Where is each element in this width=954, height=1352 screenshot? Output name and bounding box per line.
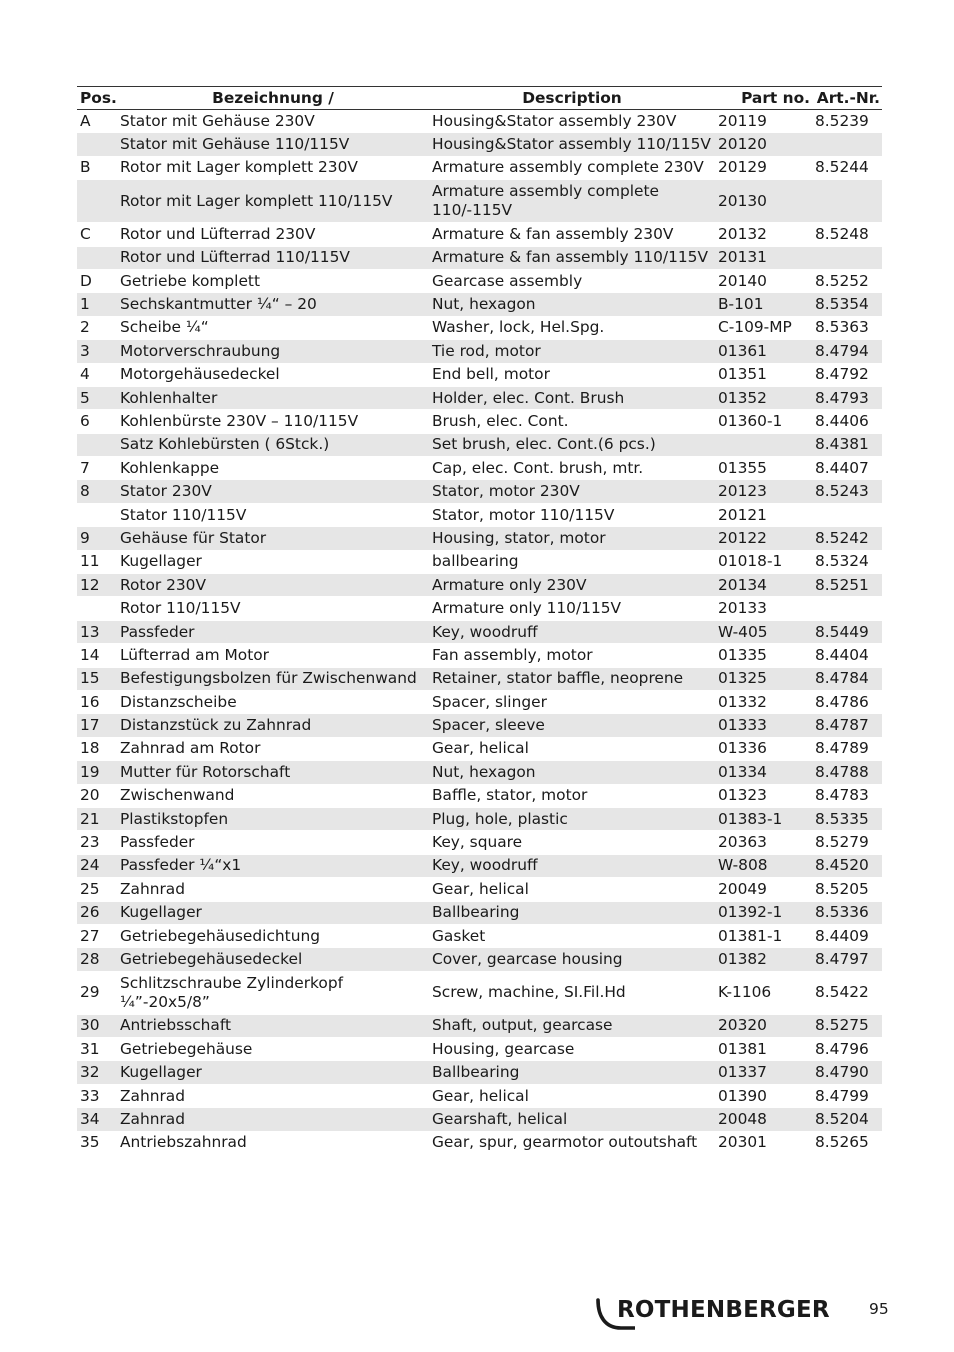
table-row bbox=[77, 503, 882, 526]
cell-pos: 18 bbox=[77, 737, 117, 760]
cell-art-nr: 8.5324 bbox=[812, 550, 882, 573]
table-row bbox=[77, 597, 882, 620]
cell-description: Housing, stator, motor bbox=[429, 527, 715, 550]
table-row bbox=[77, 316, 882, 339]
cell-pos bbox=[77, 597, 117, 620]
cell-part-no: 01334 bbox=[715, 761, 812, 784]
cell-bezeichnung: Stator 110/115V bbox=[117, 503, 429, 526]
cell-bezeichnung: Kohlenkappe bbox=[117, 457, 429, 480]
table-row bbox=[77, 761, 882, 784]
cell-bezeichnung: Passfeder bbox=[117, 831, 429, 854]
cell-art-nr: 8.4406 bbox=[812, 410, 882, 433]
cell-pos: C bbox=[77, 223, 117, 246]
cell-part-no: 20120 bbox=[715, 133, 812, 156]
cell-pos bbox=[77, 433, 117, 456]
cell-art-nr: 8.4404 bbox=[812, 644, 882, 667]
cell-description: ballbearing bbox=[429, 550, 715, 573]
cell-part-no: 01336 bbox=[715, 737, 812, 760]
cell-bezeichnung: Kohlenbürste 230V – 110/115V bbox=[117, 410, 429, 433]
cell-part-no: 01325 bbox=[715, 667, 812, 690]
cell-bezeichnung: Antriebsschaft bbox=[117, 1014, 429, 1037]
cell-bezeichnung: Rotor 230V bbox=[117, 574, 429, 597]
cell-description: Screw, machine, SI.Fil.Hd bbox=[429, 971, 715, 1014]
cell-description: Gear, spur, gearmotor outoutshaft bbox=[429, 1131, 715, 1154]
table-body bbox=[77, 110, 882, 1155]
header-art-nr: Art.-Nr. bbox=[812, 87, 882, 110]
cell-art-nr: 8.4407 bbox=[812, 457, 882, 480]
cell-pos: 35 bbox=[77, 1131, 117, 1154]
table-row bbox=[77, 948, 882, 971]
cell-part-no: 20122 bbox=[715, 527, 812, 550]
cell-description: Plug, hole, plastic bbox=[429, 807, 715, 830]
header-bezeichnung: Bezeichnung / bbox=[117, 87, 429, 110]
cell-part-no: 01361 bbox=[715, 340, 812, 363]
cell-pos: 23 bbox=[77, 831, 117, 854]
cell-description: End bell, motor bbox=[429, 363, 715, 386]
table-row bbox=[77, 386, 882, 409]
cell-pos: 16 bbox=[77, 690, 117, 713]
cell-art-nr: 8.4409 bbox=[812, 924, 882, 947]
table-row bbox=[77, 831, 882, 854]
cell-description: Ballbearing bbox=[429, 901, 715, 924]
cell-pos bbox=[77, 133, 117, 156]
table-row bbox=[77, 156, 882, 179]
cell-pos bbox=[77, 246, 117, 269]
cell-part-no: 20301 bbox=[715, 1131, 812, 1154]
cell-art-nr: 8.4786 bbox=[812, 690, 882, 713]
cell-description: Washer, lock, Hel.Spg. bbox=[429, 316, 715, 339]
cell-part-no: 01382 bbox=[715, 948, 812, 971]
cell-art-nr: 8.5335 bbox=[812, 807, 882, 830]
cell-bezeichnung: Lüfterrad am Motor bbox=[117, 644, 429, 667]
cell-pos: 4 bbox=[77, 363, 117, 386]
cell-bezeichnung: Rotor mit Lager komplett 110/115V bbox=[117, 180, 429, 223]
cell-bezeichnung: Gehäuse für Stator bbox=[117, 527, 429, 550]
cell-art-nr: 8.5275 bbox=[812, 1014, 882, 1037]
cell-art-nr: 8.4793 bbox=[812, 386, 882, 409]
cell-bezeichnung: Passfeder ¼“x1 bbox=[117, 854, 429, 877]
cell-bezeichnung: Kugellager bbox=[117, 901, 429, 924]
cell-bezeichnung: Zahnrad bbox=[117, 1108, 429, 1131]
cell-bezeichnung: Kugellager bbox=[117, 1061, 429, 1084]
parts-list-table bbox=[77, 86, 882, 1155]
cell-description: Housing&Stator assembly 110/115V bbox=[429, 133, 715, 156]
cell-description: Gear, helical bbox=[429, 737, 715, 760]
cell-pos: 9 bbox=[77, 527, 117, 550]
cell-art-nr: 8.5244 bbox=[812, 156, 882, 179]
cell-bezeichnung: Getriebe komplett bbox=[117, 269, 429, 292]
cell-pos: 5 bbox=[77, 386, 117, 409]
cell-art-nr: 8.4799 bbox=[812, 1084, 882, 1107]
cell-pos: 21 bbox=[77, 807, 117, 830]
rothenberger-logo bbox=[595, 1296, 835, 1332]
cell-art-nr: 8.4788 bbox=[812, 761, 882, 784]
cell-art-nr: 8.4789 bbox=[812, 737, 882, 760]
cell-bezeichnung: Rotor mit Lager komplett 230V bbox=[117, 156, 429, 179]
header-part-no: Part no. bbox=[715, 87, 812, 110]
table-row bbox=[77, 1061, 882, 1084]
cell-description: Cover, gearcase housing bbox=[429, 948, 715, 971]
cell-part-no: 20129 bbox=[715, 156, 812, 179]
cell-pos: 12 bbox=[77, 574, 117, 597]
table-row bbox=[77, 901, 882, 924]
cell-pos: 7 bbox=[77, 457, 117, 480]
cell-art-nr: 8.5204 bbox=[812, 1108, 882, 1131]
cell-bezeichnung: Getriebegehäuse bbox=[117, 1038, 429, 1061]
table-row bbox=[77, 527, 882, 550]
cell-art-nr: 8.4790 bbox=[812, 1061, 882, 1084]
cell-part-no: 01332 bbox=[715, 690, 812, 713]
table-row bbox=[77, 1108, 882, 1131]
cell-bezeichnung: Plastikstopfen bbox=[117, 807, 429, 830]
cell-description: Ballbearing bbox=[429, 1061, 715, 1084]
cell-description: Holder, elec. Cont. Brush bbox=[429, 386, 715, 409]
cell-pos: 32 bbox=[77, 1061, 117, 1084]
table-row bbox=[77, 363, 882, 386]
cell-bezeichnung: Distanzscheibe bbox=[117, 690, 429, 713]
cell-part-no: 01351 bbox=[715, 363, 812, 386]
cell-description: Armature & fan assembly 110/115V bbox=[429, 246, 715, 269]
cell-art-nr: 8.5242 bbox=[812, 527, 882, 550]
cell-part-no: B-101 bbox=[715, 293, 812, 316]
cell-art-nr: 8.5354 bbox=[812, 293, 882, 316]
cell-pos bbox=[77, 180, 117, 223]
table-row bbox=[77, 340, 882, 363]
cell-art-nr bbox=[812, 246, 882, 269]
cell-art-nr: 8.4381 bbox=[812, 433, 882, 456]
cell-art-nr bbox=[812, 503, 882, 526]
cell-description: Housing, gearcase bbox=[429, 1038, 715, 1061]
cell-bezeichnung: Befestigungsbolzen für Zwischenwand bbox=[117, 667, 429, 690]
cell-description: Spacer, sleeve bbox=[429, 714, 715, 737]
cell-art-nr: 8.5422 bbox=[812, 971, 882, 1014]
cell-description: Armature assembly complete 110/-115V bbox=[429, 180, 715, 223]
cell-art-nr: 8.5251 bbox=[812, 574, 882, 597]
cell-bezeichnung: Kohlenhalter bbox=[117, 386, 429, 409]
cell-pos: 15 bbox=[77, 667, 117, 690]
table-row bbox=[77, 667, 882, 690]
header-description: Description bbox=[429, 87, 715, 110]
cell-pos: 34 bbox=[77, 1108, 117, 1131]
cell-part-no: 20132 bbox=[715, 223, 812, 246]
cell-part-no: 01335 bbox=[715, 644, 812, 667]
table-row bbox=[77, 971, 882, 1014]
cell-pos: 19 bbox=[77, 761, 117, 784]
table-row bbox=[77, 110, 882, 133]
cell-part-no: 20320 bbox=[715, 1014, 812, 1037]
cell-bezeichnung: Scheibe ¼“ bbox=[117, 316, 429, 339]
cell-art-nr: 8.4784 bbox=[812, 667, 882, 690]
cell-description: Spacer, slinger bbox=[429, 690, 715, 713]
cell-description: Tie rod, motor bbox=[429, 340, 715, 363]
table-row bbox=[77, 410, 882, 433]
cell-pos: 29 bbox=[77, 971, 117, 1014]
table-row bbox=[77, 924, 882, 947]
table-row bbox=[77, 807, 882, 830]
cell-part-no: 01383-1 bbox=[715, 807, 812, 830]
cell-part-no: 20121 bbox=[715, 503, 812, 526]
cell-part-no: 01337 bbox=[715, 1061, 812, 1084]
cell-art-nr: 8.4792 bbox=[812, 363, 882, 386]
cell-bezeichnung: Schlitzschraube Zylinderkopf ¼”-20x5/8” bbox=[117, 971, 429, 1014]
table-row bbox=[77, 1038, 882, 1061]
cell-bezeichnung: Passfeder bbox=[117, 620, 429, 643]
table-row bbox=[77, 644, 882, 667]
cell-pos: 26 bbox=[77, 901, 117, 924]
cell-bezeichnung: Distanzstück zu Zahnrad bbox=[117, 714, 429, 737]
cell-bezeichnung: Motorgehäusedeckel bbox=[117, 363, 429, 386]
cell-part-no: 01381-1 bbox=[715, 924, 812, 947]
cell-art-nr bbox=[812, 597, 882, 620]
cell-bezeichnung: Antriebszahnrad bbox=[117, 1131, 429, 1154]
cell-description: Nut, hexagon bbox=[429, 293, 715, 316]
cell-art-nr: 8.4783 bbox=[812, 784, 882, 807]
cell-art-nr: 8.4794 bbox=[812, 340, 882, 363]
cell-pos: 11 bbox=[77, 550, 117, 573]
cell-description: Armature & fan assembly 230V bbox=[429, 223, 715, 246]
logo-text: ROTHENBERGER bbox=[617, 1297, 830, 1323]
table-row bbox=[77, 550, 882, 573]
table-row bbox=[77, 878, 882, 901]
table-row bbox=[77, 293, 882, 316]
cell-pos: 27 bbox=[77, 924, 117, 947]
cell-pos: 1 bbox=[77, 293, 117, 316]
cell-art-nr: 8.5449 bbox=[812, 620, 882, 643]
cell-art-nr bbox=[812, 180, 882, 223]
cell-pos: 25 bbox=[77, 878, 117, 901]
cell-bezeichnung: Zwischenwand bbox=[117, 784, 429, 807]
table-row bbox=[77, 1014, 882, 1037]
cell-bezeichnung: Zahnrad bbox=[117, 878, 429, 901]
cell-bezeichnung: Kugellager bbox=[117, 550, 429, 573]
cell-bezeichnung: Stator 230V bbox=[117, 480, 429, 503]
cell-part-no bbox=[715, 433, 812, 456]
cell-description: Cap, elec. Cont. brush, mtr. bbox=[429, 457, 715, 480]
cell-part-no: 01018-1 bbox=[715, 550, 812, 573]
table-row bbox=[77, 1084, 882, 1107]
cell-description: Armature assembly complete 230V bbox=[429, 156, 715, 179]
cell-description: Housing&Stator assembly 230V bbox=[429, 110, 715, 133]
cell-bezeichnung: Stator mit Gehäuse 230V bbox=[117, 110, 429, 133]
cell-part-no: 20133 bbox=[715, 597, 812, 620]
cell-part-no: 20134 bbox=[715, 574, 812, 597]
cell-bezeichnung: Getriebegehäusedeckel bbox=[117, 948, 429, 971]
cell-pos: 2 bbox=[77, 316, 117, 339]
cell-art-nr: 8.4797 bbox=[812, 948, 882, 971]
cell-pos: D bbox=[77, 269, 117, 292]
table-header-row bbox=[77, 87, 882, 110]
cell-art-nr: 8.5279 bbox=[812, 831, 882, 854]
cell-part-no: 20048 bbox=[715, 1108, 812, 1131]
cell-description: Baffle, stator, motor bbox=[429, 784, 715, 807]
cell-art-nr: 8.5336 bbox=[812, 901, 882, 924]
cell-part-no: 20140 bbox=[715, 269, 812, 292]
cell-art-nr: 8.5252 bbox=[812, 269, 882, 292]
cell-art-nr: 8.4520 bbox=[812, 854, 882, 877]
cell-description: Gear, helical bbox=[429, 1084, 715, 1107]
cell-description: Brush, elec. Cont. bbox=[429, 410, 715, 433]
cell-art-nr: 8.5248 bbox=[812, 223, 882, 246]
table-row bbox=[77, 133, 882, 156]
cell-pos: 14 bbox=[77, 644, 117, 667]
cell-pos: 30 bbox=[77, 1014, 117, 1037]
cell-pos: 33 bbox=[77, 1084, 117, 1107]
cell-art-nr: 8.5363 bbox=[812, 316, 882, 339]
table-row bbox=[77, 737, 882, 760]
cell-description: Stator, motor 110/115V bbox=[429, 503, 715, 526]
cell-part-no: W-808 bbox=[715, 854, 812, 877]
table-row bbox=[77, 690, 882, 713]
cell-part-no: 01392-1 bbox=[715, 901, 812, 924]
cell-description: Retainer, stator baffle, neoprene bbox=[429, 667, 715, 690]
cell-description: Key, woodruff bbox=[429, 854, 715, 877]
cell-bezeichnung: Zahnrad bbox=[117, 1084, 429, 1107]
table-row bbox=[77, 1131, 882, 1154]
cell-art-nr bbox=[812, 133, 882, 156]
cell-bezeichnung: Stator mit Gehäuse 110/115V bbox=[117, 133, 429, 156]
cell-part-no: 20363 bbox=[715, 831, 812, 854]
table-row bbox=[77, 784, 882, 807]
cell-pos: 24 bbox=[77, 854, 117, 877]
table-row bbox=[77, 854, 882, 877]
cell-part-no: 01333 bbox=[715, 714, 812, 737]
cell-pos: 28 bbox=[77, 948, 117, 971]
cell-description: Key, woodruff bbox=[429, 620, 715, 643]
page-number: 95 bbox=[869, 1300, 889, 1318]
cell-part-no: 20119 bbox=[715, 110, 812, 133]
cell-pos: A bbox=[77, 110, 117, 133]
cell-description: Nut, hexagon bbox=[429, 761, 715, 784]
cell-description: Gearshaft, helical bbox=[429, 1108, 715, 1131]
table-row bbox=[77, 620, 882, 643]
cell-description: Armature only 230V bbox=[429, 574, 715, 597]
cell-part-no: 20131 bbox=[715, 246, 812, 269]
cell-part-no: C-109-MP bbox=[715, 316, 812, 339]
cell-art-nr: 8.5243 bbox=[812, 480, 882, 503]
cell-bezeichnung: Motorverschraubung bbox=[117, 340, 429, 363]
cell-pos bbox=[77, 503, 117, 526]
cell-art-nr: 8.4796 bbox=[812, 1038, 882, 1061]
cell-part-no: 01390 bbox=[715, 1084, 812, 1107]
cell-part-no: 01360-1 bbox=[715, 410, 812, 433]
table-row bbox=[77, 223, 882, 246]
cell-part-no: 01381 bbox=[715, 1038, 812, 1061]
cell-pos: 17 bbox=[77, 714, 117, 737]
cell-art-nr: 8.5265 bbox=[812, 1131, 882, 1154]
cell-description: Gasket bbox=[429, 924, 715, 947]
cell-description: Key, square bbox=[429, 831, 715, 854]
cell-pos: 31 bbox=[77, 1038, 117, 1061]
cell-part-no: 01323 bbox=[715, 784, 812, 807]
cell-art-nr: 8.4787 bbox=[812, 714, 882, 737]
cell-bezeichnung: Rotor und Lüfterrad 110/115V bbox=[117, 246, 429, 269]
cell-pos: 3 bbox=[77, 340, 117, 363]
header-pos: Pos. bbox=[77, 87, 117, 110]
cell-bezeichnung: Getriebegehäusedichtung bbox=[117, 924, 429, 947]
cell-description: Fan assembly, motor bbox=[429, 644, 715, 667]
cell-part-no: 01355 bbox=[715, 457, 812, 480]
cell-pos: 20 bbox=[77, 784, 117, 807]
cell-bezeichnung: Zahnrad am Rotor bbox=[117, 737, 429, 760]
table-row bbox=[77, 480, 882, 503]
cell-part-no: 20049 bbox=[715, 878, 812, 901]
table-row bbox=[77, 714, 882, 737]
cell-part-no: 01352 bbox=[715, 386, 812, 409]
cell-part-no: W-405 bbox=[715, 620, 812, 643]
table-row bbox=[77, 180, 882, 223]
cell-description: Armature only 110/115V bbox=[429, 597, 715, 620]
cell-bezeichnung: Satz Kohlebürsten ( 6Stck.) bbox=[117, 433, 429, 456]
cell-pos: 6 bbox=[77, 410, 117, 433]
table-row bbox=[77, 269, 882, 292]
cell-description: Gearcase assembly bbox=[429, 269, 715, 292]
table-row bbox=[77, 574, 882, 597]
cell-bezeichnung: Sechskantmutter ¼“ – 20 bbox=[117, 293, 429, 316]
cell-part-no: K-1106 bbox=[715, 971, 812, 1014]
table-row bbox=[77, 433, 882, 456]
cell-pos: 8 bbox=[77, 480, 117, 503]
cell-bezeichnung: Mutter für Rotorschaft bbox=[117, 761, 429, 784]
cell-description: Shaft, output, gearcase bbox=[429, 1014, 715, 1037]
cell-art-nr: 8.5239 bbox=[812, 110, 882, 133]
cell-art-nr: 8.5205 bbox=[812, 878, 882, 901]
table-row bbox=[77, 246, 882, 269]
table-row bbox=[77, 457, 882, 480]
cell-bezeichnung: Rotor 110/115V bbox=[117, 597, 429, 620]
cell-part-no: 20130 bbox=[715, 180, 812, 223]
cell-bezeichnung: Rotor und Lüfterrad 230V bbox=[117, 223, 429, 246]
cell-description: Set brush, elec. Cont.(6 pcs.) bbox=[429, 433, 715, 456]
cell-pos: B bbox=[77, 156, 117, 179]
cell-description: Stator, motor 230V bbox=[429, 480, 715, 503]
cell-pos: 13 bbox=[77, 620, 117, 643]
cell-part-no: 20123 bbox=[715, 480, 812, 503]
cell-description: Gear, helical bbox=[429, 878, 715, 901]
